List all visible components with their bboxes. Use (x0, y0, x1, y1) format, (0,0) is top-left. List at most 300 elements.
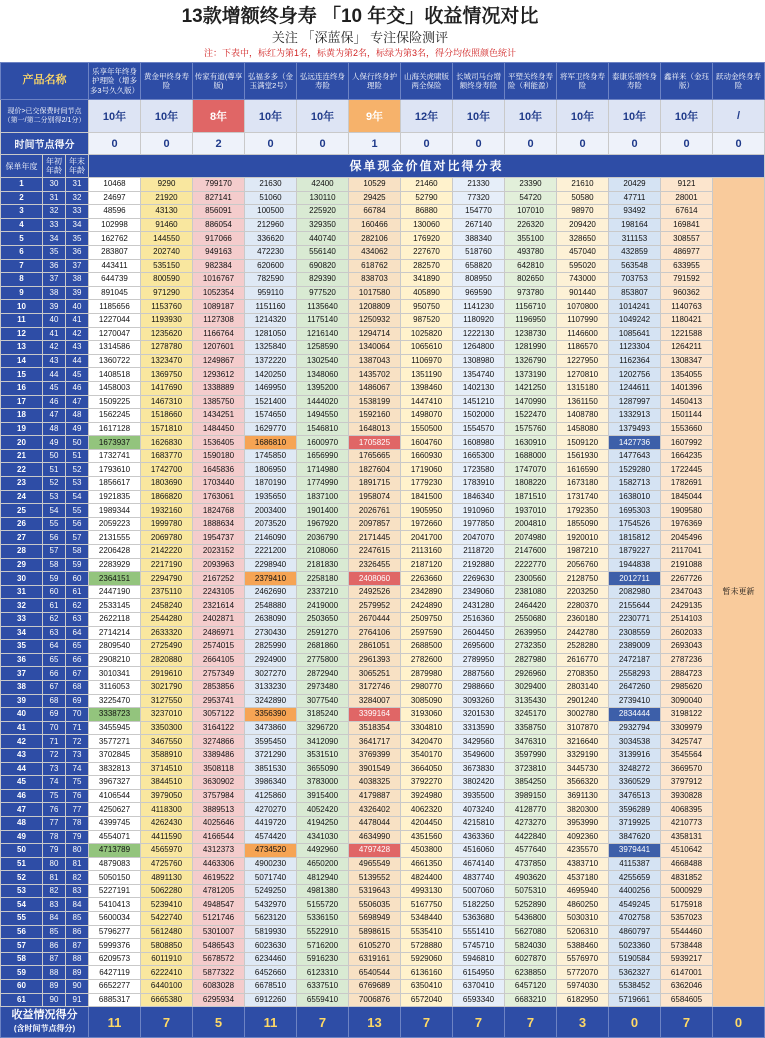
policy-year: 14 (1, 354, 43, 368)
policy-year: 17 (1, 395, 43, 409)
start-age: 81 (43, 871, 66, 885)
cash-value-cell: 2638090 (245, 613, 297, 627)
total-score: 7 (401, 1007, 453, 1038)
cash-value-cell: 2961393 (349, 653, 401, 667)
cash-value-cell: 2360180 (557, 613, 609, 627)
cash-value-cell: 93492 (609, 205, 661, 219)
cash-value-cell: 2012711 (609, 572, 661, 586)
product-name: 鑫祥来（金珏版） (661, 63, 713, 100)
cash-value-cell: 1582713 (609, 477, 661, 491)
start-age: 52 (43, 477, 66, 491)
start-age: 49 (43, 436, 66, 450)
start-age: 65 (43, 653, 66, 667)
policy-year: 56 (1, 925, 43, 939)
cash-value-cell: 2203250 (557, 585, 609, 599)
cash-value-cell: 3577271 (89, 735, 141, 749)
cash-value-cell: 2003400 (245, 504, 297, 518)
cash-value-cell: 1536405 (193, 436, 245, 450)
cash-value-cell: 1308980 (453, 354, 505, 368)
cash-value-cell: 1323470 (141, 354, 193, 368)
cash-value-cell: 66784 (349, 205, 401, 219)
cash-value-cell: 2128750 (557, 572, 609, 586)
cash-value-cell: 5249250 (245, 884, 297, 898)
end-age: 47 (66, 395, 89, 409)
cash-value-cell: 1208809 (349, 300, 401, 314)
cash-value-cell: 4358131 (661, 830, 713, 844)
cash-value-cell: 51060 (245, 191, 297, 205)
cash-value-cell: 2206428 (89, 545, 141, 559)
policy-year: 59 (1, 966, 43, 980)
policy-year: 57 (1, 939, 43, 953)
cash-value-cell: 799170 (193, 178, 245, 192)
cash-value-cell: 3531510 (297, 748, 349, 762)
cash-value-cell: 3757984 (193, 789, 245, 803)
cash-value-cell: 1106970 (401, 354, 453, 368)
product-name: 将军卫终身寿险 (557, 63, 609, 100)
cash-value-cell: 2082980 (609, 585, 661, 599)
cash-value-cell: 1891715 (349, 477, 401, 491)
cash-value-cell: 4250627 (89, 803, 141, 817)
cash-value-cell: 1294714 (349, 327, 401, 341)
cash-value-cell: 4128770 (505, 803, 557, 817)
cash-value-cell: 1629770 (245, 422, 297, 436)
cash-value-cell: 1546810 (297, 422, 349, 436)
cash-value-cell: 6238850 (505, 966, 557, 980)
cash-value-cell: 2167252 (193, 572, 245, 586)
cash-value-cell: 2550680 (505, 613, 557, 627)
cash-value-cell: 3193060 (401, 708, 453, 722)
cash-value-cell: 3915400 (297, 789, 349, 803)
cash-value-cell: 1765665 (349, 449, 401, 463)
cash-value-cell: 4326402 (349, 803, 401, 817)
start-age: 76 (43, 803, 66, 817)
cash-value-cell: 1806950 (245, 463, 297, 477)
cash-value-cell: 2901240 (557, 694, 609, 708)
cash-value-cell: 4383710 (557, 857, 609, 871)
policy-year: 8 (1, 273, 43, 287)
cash-value-cell: 1014241 (609, 300, 661, 314)
cash-value-cell: 1421250 (505, 381, 557, 395)
cash-value-cell: 3198122 (661, 708, 713, 722)
cash-value-cell: 2714214 (89, 626, 141, 640)
cash-value-cell: 1146600 (557, 327, 609, 341)
cash-value-cell: 3356390 (245, 708, 297, 722)
cash-value-cell: 3714510 (141, 762, 193, 776)
end-age: 54 (66, 490, 89, 504)
cash-value-cell: 4419720 (245, 816, 297, 830)
cash-value-cell: 9290 (141, 178, 193, 192)
cash-value-cell: 6123310 (297, 966, 349, 980)
cash-value-cell: 48596 (89, 205, 141, 219)
policy-year: 21 (1, 449, 43, 463)
cash-value-cell: 644739 (89, 273, 141, 287)
cash-value-cell: 1686810 (245, 436, 297, 450)
cash-value-cell: 2872940 (297, 667, 349, 681)
cash-value-cell: 2775800 (297, 653, 349, 667)
cash-value-cell: 2932794 (609, 721, 661, 735)
page-subtitle: 关注 「深蓝保」 专注保险测评 (271, 30, 449, 45)
cash-value-cell: 800590 (141, 273, 193, 287)
cash-value-cell: 5000929 (661, 884, 713, 898)
cash-value-cell: 3420470 (401, 735, 453, 749)
cash-value-cell: 144550 (141, 232, 193, 246)
cash-value-cell: 28001 (661, 191, 713, 205)
cash-value-cell: 959110 (245, 286, 297, 300)
cash-value-cell: 3889513 (193, 803, 245, 817)
end-age: 31 (66, 178, 89, 192)
cash-value-cell: 388340 (453, 232, 505, 246)
product-name: 跃动金终身寿险 (713, 63, 765, 100)
start-age: 61 (43, 599, 66, 613)
cash-value-cell: 1398460 (401, 381, 453, 395)
cash-value-cell: 282106 (349, 232, 401, 246)
cash-value-cell: 43130 (141, 205, 193, 219)
cash-value-cell: 518760 (453, 245, 505, 259)
cash-value-cell: 2146090 (245, 531, 297, 545)
cash-value-cell: 5362327 (609, 966, 661, 980)
start-age: 32 (43, 205, 66, 219)
cash-value-cell: 1458080 (557, 422, 609, 436)
term-value: 10年 (297, 100, 349, 133)
cash-value-cell: 1732741 (89, 449, 141, 463)
product-name: 平塑关终身寿险（利能盈） (505, 63, 557, 100)
cash-value-cell: 2041700 (401, 531, 453, 545)
cash-value-cell: 202740 (141, 245, 193, 259)
cash-value-cell: 3664050 (401, 762, 453, 776)
cash-value-cell: 5007060 (453, 884, 505, 898)
term-value: 10年 (609, 100, 661, 133)
cash-value-cell: 2337210 (297, 585, 349, 599)
cash-value-cell: 1227044 (89, 313, 141, 327)
cash-value-cell: 1976369 (661, 517, 713, 531)
product-name: 山海关虎啸版两全保险 (401, 63, 453, 100)
cash-value-cell: 5576970 (557, 952, 609, 966)
cash-value-cell: 1332913 (609, 409, 661, 423)
cash-value-cell: 2047070 (453, 531, 505, 545)
cash-value-cell: 5939217 (661, 952, 713, 966)
cash-value-cell: 2258180 (297, 572, 349, 586)
cash-value-cell: 3116053 (89, 680, 141, 694)
cash-value-cell: 5023360 (609, 939, 661, 953)
cash-value-cell: 443411 (89, 259, 141, 273)
start-age: 69 (43, 708, 66, 722)
cash-value-cell: 1278780 (141, 341, 193, 355)
term-score: 2 (193, 133, 245, 155)
cash-value-cell: 838703 (349, 273, 401, 287)
cash-value-cell: 5946810 (453, 952, 505, 966)
cash-value-cell: 5155720 (297, 898, 349, 912)
cash-value-cell: 2221200 (245, 545, 297, 559)
cash-value-cell: 6912260 (245, 993, 297, 1007)
cash-value-cell: 2263660 (401, 572, 453, 586)
cash-value-cell: 2056760 (557, 558, 609, 572)
cash-value-cell: 4492960 (297, 844, 349, 858)
policy-year: 15 (1, 368, 43, 382)
cash-value-cell: 1958074 (349, 490, 401, 504)
cash-value-cell: 2633320 (141, 626, 193, 640)
cash-value-cell: 782590 (245, 273, 297, 287)
cash-value-cell: 2419000 (297, 599, 349, 613)
cash-value-cell: 1972660 (401, 517, 453, 531)
product-name-label: 产品名称 (1, 63, 89, 100)
cash-value-cell: 2887560 (453, 667, 505, 681)
end-age: 82 (66, 871, 89, 885)
total-score-main-label: 收益情况得分 (11, 1009, 78, 1022)
policy-year: 30 (1, 572, 43, 586)
cash-value-cell: 743000 (557, 273, 609, 287)
cash-value-cell: 1308347 (661, 354, 713, 368)
cash-value-cell: 5728880 (401, 939, 453, 953)
cash-value-cell: 827141 (193, 191, 245, 205)
cash-value-cell: 2424890 (401, 599, 453, 613)
cash-value-cell: 5206310 (557, 925, 609, 939)
start-age-header: 年初年龄 (43, 155, 66, 178)
cash-value-cell: 1553660 (661, 422, 713, 436)
cash-value-cell: 3093260 (453, 694, 505, 708)
cash-value-cell: 1270047 (89, 327, 141, 341)
product-name: 传家有道(尊享版) (193, 63, 245, 100)
term-score: 0 (609, 133, 661, 155)
policy-year: 3 (1, 205, 43, 219)
cash-value-cell: 3389486 (193, 748, 245, 762)
cash-value-cell: 3673830 (453, 762, 505, 776)
cash-value-cell: 1742700 (141, 463, 193, 477)
cash-value-cell: 4661350 (401, 857, 453, 871)
cash-value-cell: 987520 (401, 313, 453, 327)
cash-value-cell: 4577640 (505, 844, 557, 858)
policy-year: 13 (1, 341, 43, 355)
cash-value-cell: 642810 (505, 259, 557, 273)
policy-year: 4 (1, 218, 43, 232)
cash-value-cell: 2113160 (401, 545, 453, 559)
cash-value-cell: 2389009 (609, 640, 661, 654)
cash-value-cell: 5877322 (193, 966, 245, 980)
cash-value-cell: 1085641 (609, 327, 661, 341)
cash-value-cell: 2509750 (401, 613, 453, 627)
cash-value-cell: 4422840 (505, 830, 557, 844)
cash-value-cell: 226320 (505, 218, 557, 232)
cash-value-cell: 4025646 (193, 816, 245, 830)
term-score: 0 (713, 133, 765, 155)
start-age: 39 (43, 300, 66, 314)
cash-value-cell: 3854250 (505, 776, 557, 790)
cash-value-header: 保单现金价值对比得分表 (89, 155, 765, 178)
cash-value-cell: 162762 (89, 232, 141, 246)
cash-value-cell: 3979050 (141, 789, 193, 803)
cash-value-cell: 2472187 (609, 653, 661, 667)
cash-value-cell: 5121746 (193, 912, 245, 926)
cash-value-cell: 1944838 (609, 558, 661, 572)
cash-value-cell: 1402130 (453, 381, 505, 395)
cash-value-cell: 2442780 (557, 626, 609, 640)
end-age: 62 (66, 599, 89, 613)
start-age: 46 (43, 395, 66, 409)
cash-value-cell: 355100 (505, 232, 557, 246)
cash-value-cell: 5422740 (141, 912, 193, 926)
cash-value-cell: 2861051 (349, 640, 401, 654)
term-score: 0 (297, 133, 349, 155)
cash-value-cell: 1792350 (557, 504, 609, 518)
policy-year: 10 (1, 300, 43, 314)
product-name: 黄金甲终身寿险 (141, 63, 193, 100)
cash-value-cell: 1590180 (193, 449, 245, 463)
cash-value-cell: 1673937 (89, 436, 141, 450)
cash-value-cell: 329350 (297, 218, 349, 232)
term-value: 8年 (193, 100, 245, 133)
cash-value-cell: 1222130 (453, 327, 505, 341)
start-age: 53 (43, 490, 66, 504)
cash-value-cell: 1793610 (89, 463, 141, 477)
cash-value-cell: 3429560 (453, 735, 505, 749)
cash-value-cell: 2326455 (349, 558, 401, 572)
policy-year: 50 (1, 844, 43, 858)
cash-value-cell: 5929060 (401, 952, 453, 966)
cash-value-cell: 1538199 (349, 395, 401, 409)
policy-year: 1 (1, 178, 43, 192)
cash-value-cell: 2616770 (557, 653, 609, 667)
term-score: 0 (245, 133, 297, 155)
end-age: 79 (66, 830, 89, 844)
cash-value-cell: 2708350 (557, 667, 609, 681)
cash-value-cell: 2074980 (505, 531, 557, 545)
cash-value-cell: 405890 (401, 286, 453, 300)
cash-value-cell: 5182250 (453, 898, 505, 912)
cash-value-cell: 3979441 (609, 844, 661, 858)
cash-value-cell: 100500 (245, 205, 297, 219)
start-age: 84 (43, 912, 66, 926)
cash-value-cell: 3566320 (557, 776, 609, 790)
cash-value-cell: 86880 (401, 205, 453, 219)
cash-value-cell: 1967920 (297, 517, 349, 531)
end-age: 59 (66, 558, 89, 572)
cash-value-cell: 1509225 (89, 395, 141, 409)
cash-value-cell: 5139552 (349, 871, 401, 885)
cash-value-cell: 3135430 (505, 694, 557, 708)
cash-value-cell: 4965549 (349, 857, 401, 871)
cash-value-cell: 5796277 (89, 925, 141, 939)
policy-year: 40 (1, 708, 43, 722)
cash-value-cell: 1575760 (505, 422, 557, 436)
total-score: 3 (557, 1007, 609, 1038)
end-age: 49 (66, 422, 89, 436)
cash-value-cell: 67614 (661, 205, 713, 219)
cash-value-cell: 1153760 (141, 300, 193, 314)
cash-value-cell: 1180920 (453, 313, 505, 327)
cash-value-cell: 283807 (89, 245, 141, 259)
cash-value-cell: 6652277 (89, 980, 141, 994)
cash-value-cell: 4400256 (609, 884, 661, 898)
cash-value-cell: 2045496 (661, 531, 713, 545)
cash-value-cell: 1408518 (89, 368, 141, 382)
cash-value-cell: 2026761 (349, 504, 401, 518)
cash-value-cell: 5075310 (505, 884, 557, 898)
cash-value-cell: 2732350 (505, 640, 557, 654)
cash-value-cell: 1486067 (349, 381, 401, 395)
end-age: 61 (66, 585, 89, 599)
cash-value-cell: 6362046 (661, 980, 713, 994)
cash-value-cell: 1369750 (141, 368, 193, 382)
cash-value-cell: 6083028 (193, 980, 245, 994)
cash-value-cell: 2528280 (557, 640, 609, 654)
cash-value-cell: 1314586 (89, 341, 141, 355)
cash-value-cell: 1910960 (453, 504, 505, 518)
cash-value-cell: 1509120 (557, 436, 609, 450)
cash-value-cell: 6593340 (453, 993, 505, 1007)
cash-value-cell: 1827604 (349, 463, 401, 477)
cash-value-cell: 949163 (193, 245, 245, 259)
cash-value-cell: 1361150 (557, 395, 609, 409)
cash-value-cell: 633955 (661, 259, 713, 273)
cash-value-cell: 3930828 (661, 789, 713, 803)
cash-value-cell: 1180421 (661, 313, 713, 327)
cash-value-cell: 2670444 (349, 613, 401, 627)
cash-value-cell: 98970 (557, 205, 609, 219)
cash-value-cell: 23390 (505, 178, 557, 192)
end-age: 43 (66, 341, 89, 355)
policy-year: 6 (1, 245, 43, 259)
start-age: 30 (43, 178, 66, 192)
term-score: 0 (557, 133, 609, 155)
cash-value-cell: 2574015 (193, 640, 245, 654)
cash-value-cell: 3284007 (349, 694, 401, 708)
cash-value-cell: 1723580 (453, 463, 505, 477)
cash-value-cell: 3201530 (453, 708, 505, 722)
cash-value-cell: 618762 (349, 259, 401, 273)
cash-value-cell: 1340064 (349, 341, 401, 355)
cash-value-cell: 3027270 (245, 667, 297, 681)
cash-value-cell: 282570 (401, 259, 453, 273)
cash-value-cell: 1808220 (505, 477, 557, 491)
cash-value-cell: 5738448 (661, 939, 713, 953)
start-age: 57 (43, 545, 66, 559)
cash-value-cell: 2155644 (609, 599, 661, 613)
policy-year: 46 (1, 789, 43, 803)
cash-value-cell: 328650 (557, 232, 609, 246)
policy-year: 44 (1, 762, 43, 776)
cash-value-cell: 4713789 (89, 844, 141, 858)
cash-value-cell: 1444020 (297, 395, 349, 409)
cash-value-cell: 4695940 (557, 884, 609, 898)
cash-value-cell: 1695303 (609, 504, 661, 518)
policy-year: 61 (1, 993, 43, 1007)
cash-value-cell: 2097857 (349, 517, 401, 531)
cash-value-cell: 1856617 (89, 477, 141, 491)
end-age: 81 (66, 857, 89, 871)
cash-value-cell: 4194250 (297, 816, 349, 830)
cash-value-cell: 54720 (505, 191, 557, 205)
cash-value-cell: 1434251 (193, 409, 245, 423)
cash-value-cell: 3329190 (557, 748, 609, 762)
term-score: 0 (89, 133, 141, 155)
cash-value-cell: 3242890 (245, 694, 297, 708)
cash-value-cell: 2730430 (245, 626, 297, 640)
term-value: 10年 (661, 100, 713, 133)
cash-value-cell: 1162364 (609, 354, 661, 368)
cash-value-cell: 1417690 (141, 381, 193, 395)
cash-value-cell: 21330 (453, 178, 505, 192)
cash-value-cell: 1518660 (141, 409, 193, 423)
total-score: 11 (89, 1007, 141, 1038)
cash-value-cell: 3769399 (349, 748, 401, 762)
start-age: 85 (43, 925, 66, 939)
cash-value-cell: 2879980 (401, 667, 453, 681)
cash-value-cell: 2108060 (297, 545, 349, 559)
end-age: 32 (66, 191, 89, 205)
cash-value-cell: 4734520 (245, 844, 297, 858)
cash-value-cell: 1626830 (141, 436, 193, 450)
cash-value-cell: 1604760 (401, 436, 453, 450)
cash-value-cell: 3669570 (661, 762, 713, 776)
